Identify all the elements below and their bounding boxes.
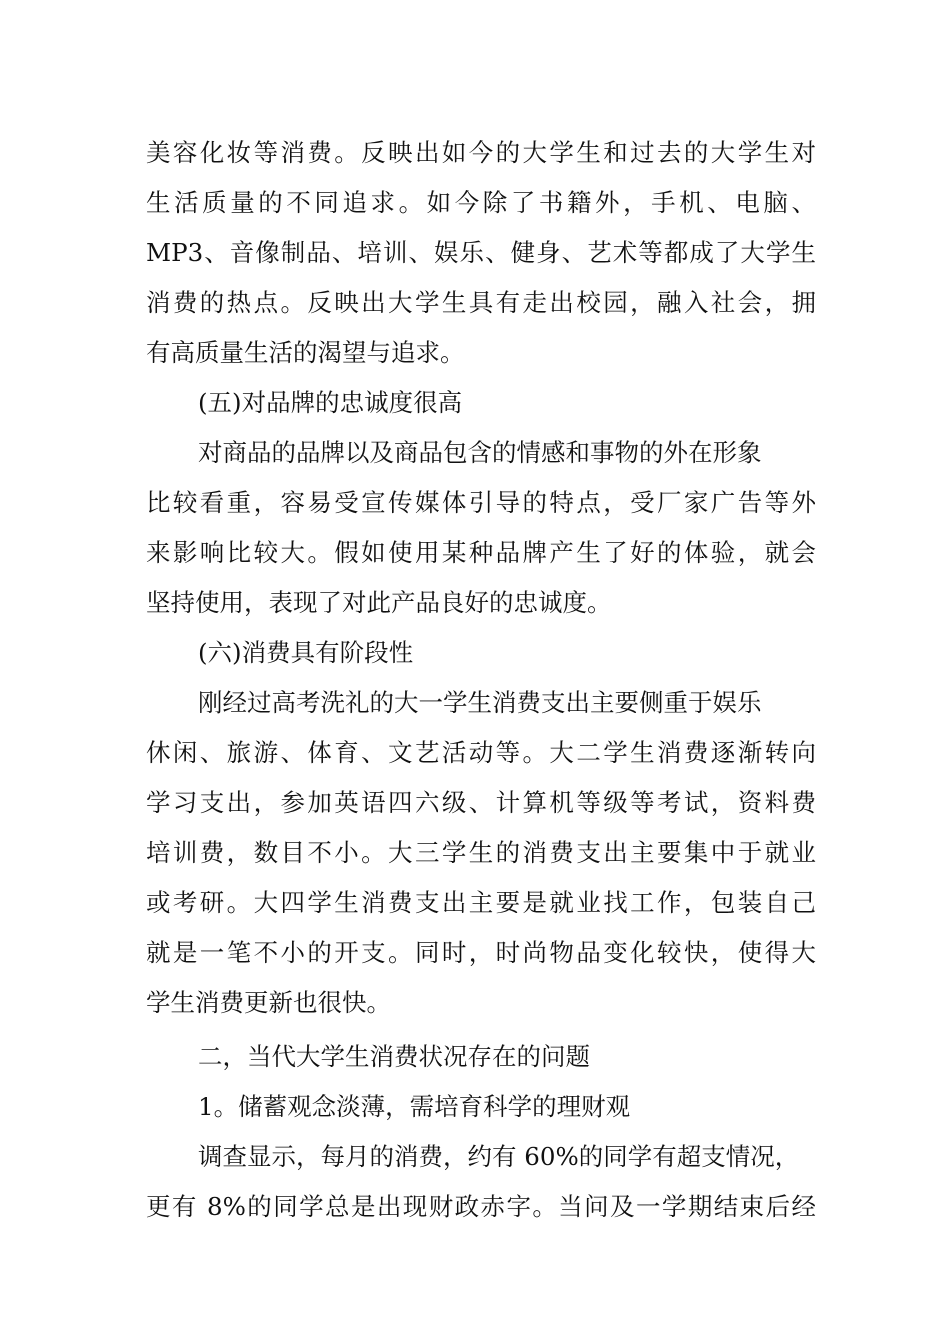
paragraph-line: 来影响比较大。假如使用某种品牌产生了好的体验，就会	[146, 538, 816, 567]
paragraph-line: 或考研。大四学生消费支出主要是就业找工作，包装自己	[146, 888, 816, 917]
paragraph-line: 坚持使用，表现了对此产品良好的忠诚度。	[146, 588, 612, 617]
paragraph-line: 学生消费更新也很快。	[146, 988, 391, 1017]
paragraph-line: 比较看重，容易受宣传媒体引导的特点，受厂家广告等外	[146, 488, 816, 517]
section-heading: 二，当代大学生消费状况存在的问题	[198, 1042, 590, 1071]
paragraph-line: 刚经过高考洗礼的大一学生消费支出主要侧重于娱乐	[198, 688, 762, 717]
paragraph-line: 学习支出，参加英语四六级、计算机等级等考试，资料费	[146, 788, 816, 817]
paragraph-line: 美容化妆等消费。反映出如今的大学生和过去的大学生对	[146, 138, 816, 167]
paragraph-line: 休闲、旅游、体育、文艺活动等。大二学生消费逐渐转向	[146, 738, 816, 767]
paragraph-line: 生活质量的不同追求。如今除了书籍外，手机、电脑、	[146, 188, 816, 217]
paragraph-line: 消费的热点。反映出大学生具有走出校园，融入社会，拥	[146, 288, 816, 317]
paragraph-line: 更有 8%的同学总是出现财政赤字。当问及一学期结束后经	[146, 1192, 816, 1221]
paragraph-line: 有高质量生活的渴望与追求。	[146, 338, 465, 367]
paragraph-line: 就是一笔不小的开支。同时，时尚物品变化较快，使得大	[146, 938, 816, 967]
paragraph-line: 培训费，数目不小。大三学生的消费支出主要集中于就业	[146, 838, 816, 867]
section-heading: 1。储蓄观念淡薄，需培育科学的理财观	[198, 1092, 631, 1121]
paragraph-line: MP3、音像制品、培训、娱乐、健身、艺术等都成了大学生	[146, 238, 816, 267]
section-heading: (五)对品牌的忠诚度很高	[198, 388, 463, 417]
paragraph-line: 调查显示，每月的消费，约有 60%的同学有超支情况，	[198, 1142, 800, 1171]
body-text	[146, 128, 816, 1232]
paragraph-line: 对商品的品牌以及商品包含的情感和事物的外在形象	[198, 438, 762, 467]
section-heading: (六)消费具有阶段性	[198, 638, 414, 667]
